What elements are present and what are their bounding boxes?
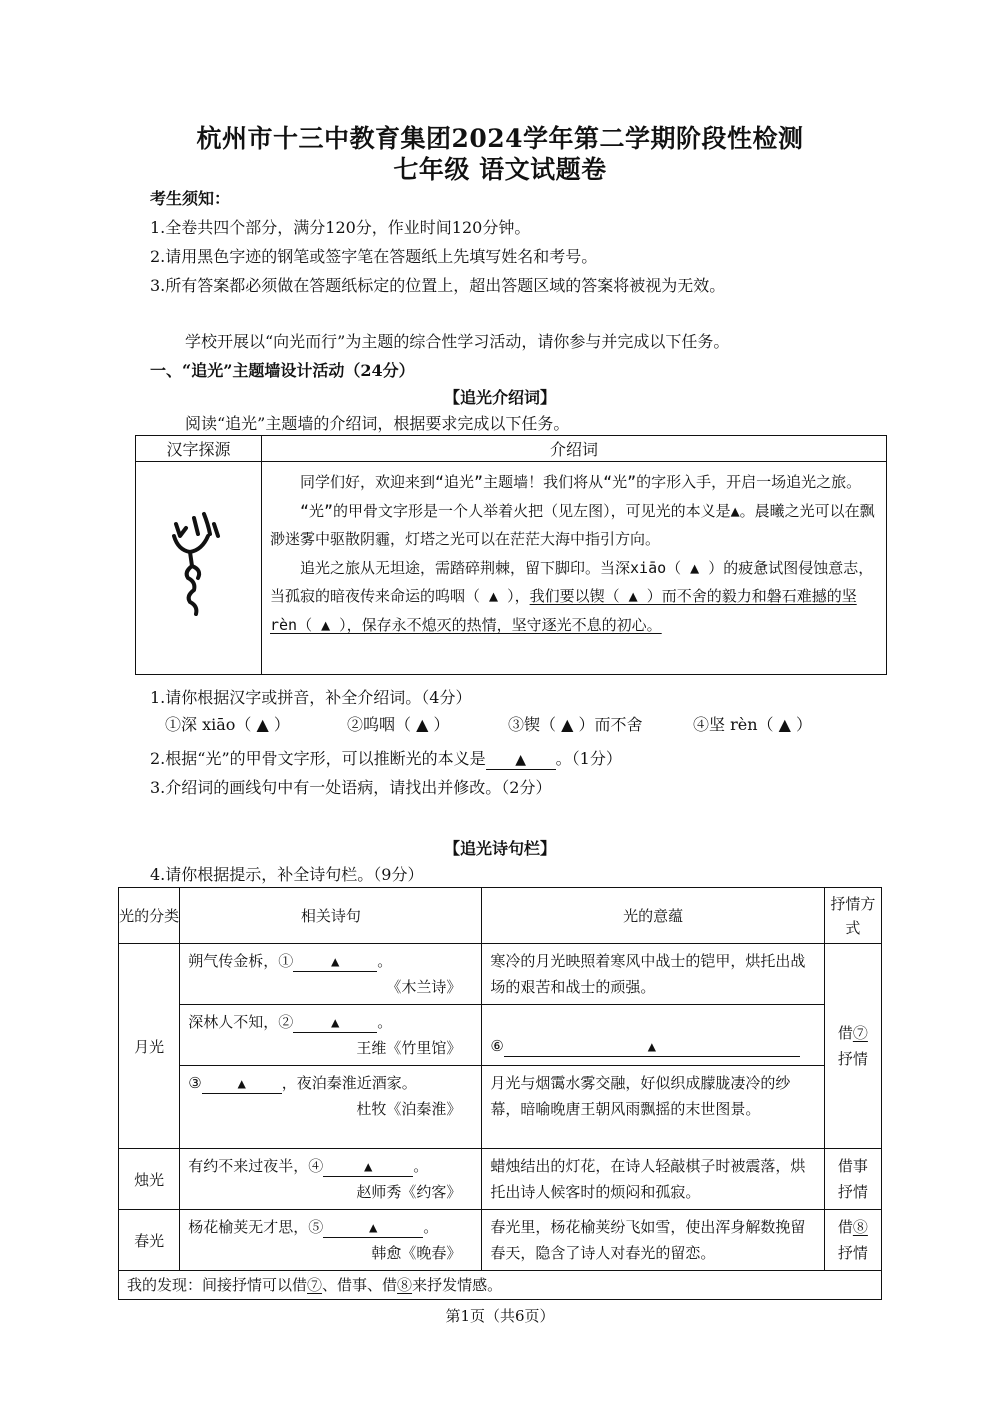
- poem-source-3: 杜牧《泊秦淮》: [356, 1100, 462, 1118]
- poem-blank-4: ▲: [323, 1158, 413, 1177]
- intro-para-3: [270, 554, 878, 640]
- q1-item-3: ③锲（ ▲ ）而不舍: [508, 715, 643, 734]
- q1-item-1: ①深 xiāo（ ▲ ）: [165, 715, 290, 734]
- q1-item-4: ④坚 rèn（ ▲ ）: [693, 715, 812, 734]
- poem-source-1: 《木兰诗》: [386, 978, 462, 996]
- q1-item-2: ②呜咽（ ▲ ）: [347, 715, 450, 734]
- poem-blank-5: ▲: [323, 1219, 423, 1238]
- activity-intro: 学校开展以“向光而行”为主题的综合性学习活动，请你参与并完成以下任务。: [185, 332, 730, 351]
- q2-suffix: 。（1分）: [555, 749, 622, 768]
- col-header-category: 光的分类: [119, 888, 180, 944]
- meaning-blank-6: ▲: [504, 1038, 800, 1057]
- category-moonlight: 月光: [119, 944, 180, 1149]
- notice-item-3: 3.所有答案都必须做在答题纸标定的位置上，超出答题区域的答案将被视为无效。: [150, 276, 726, 295]
- poem-cell-2: 深林人不知，② ▲ 。 王维《竹里馆》: [180, 1005, 482, 1066]
- q2-prefix: 2.根据“光”的甲骨文字形，可以推断光的本义是: [150, 749, 486, 768]
- intro-para-3-underlined: 我们要以锲（ ▲ ）而不舍的毅力和磐石难撼的坚rèn（ ▲ ），保存永不熄灭的热情，坚守逐光不息的初心。: [270, 587, 857, 634]
- finding-blank-8: ⑧: [397, 1276, 413, 1294]
- poem-cell-1: 朔气传金柝，① ▲ 。 《木兰诗》: [180, 944, 482, 1005]
- question-3: 3.介绍词的画线句中有一处语病，请找出并修改。（2分）: [150, 778, 552, 797]
- notice-item-2: 2.请用黑色字迹的钢笔或签字笔在答题纸上先填写姓名和考号。: [150, 247, 598, 266]
- category-springlight: 春光: [119, 1210, 180, 1271]
- method-moonlight: 借⑦ 抒情: [824, 944, 881, 1149]
- poem-blank-3: ▲: [202, 1075, 282, 1094]
- question-4: 4.请你根据提示，补全诗句栏。（9分）: [150, 865, 424, 884]
- category-candlelight: 烛光: [119, 1149, 180, 1210]
- col-header-meaning: 光的意蕴: [482, 888, 824, 944]
- poem-blank-2: ▲: [293, 1014, 377, 1033]
- meaning-cell-4: 蜡烛结出的灯花，在诗人轻敲棋子时被震落，烘托出诗人候客时的烦闷和孤寂。: [482, 1149, 824, 1210]
- intro-text-cell: [262, 462, 887, 675]
- intro-para-1: 同学们好，欢迎来到“追光”主题墙！我们将从“光”的字形入手，开启一场追光之旅。: [300, 473, 862, 491]
- method-blank-8: ⑧: [852, 1218, 868, 1236]
- q2-answer-blank: ▲: [486, 751, 556, 770]
- finding-row: 我的发现：间接抒情可以借⑦、借事、借⑧来抒发情感。: [119, 1271, 882, 1300]
- notice-heading: 考生须知：: [150, 189, 231, 208]
- method-blank-7: ⑦: [852, 1024, 868, 1042]
- intro-para-3-plain: 追光之旅从无坦途，需踏碎荆棘，留下脚印。当深xiāo（ ▲ ）的疲惫试图侵蚀意志，当孤寂的暗夜传来命运的呜咽（ ▲ ），: [270, 558, 874, 605]
- method-candlelight: 借事抒情: [824, 1149, 881, 1210]
- subsection-title-poems: 【追光诗句栏】: [443, 839, 556, 858]
- poem-cell-5: 杨花榆荚无才思，⑤ ▲ 。 韩愈《晚春》: [180, 1210, 482, 1271]
- poem-blank-1: ▲: [293, 953, 377, 972]
- exam-title-line1: 杭州市十三中教育集团2024学年第二学期阶段性检测: [196, 124, 804, 153]
- method-springlight: 借⑧ 抒情: [824, 1210, 881, 1271]
- question-2: [150, 746, 622, 770]
- finding-blank-7: ⑦: [307, 1276, 323, 1294]
- oracle-glyph-cell: [136, 462, 262, 675]
- page-footer: 第1页（共6页）: [445, 1307, 555, 1325]
- poem-cell-4: 有约不来过夜半，④ ▲ 。 赵师秀《约客》: [180, 1149, 482, 1210]
- exam-title-line2: 七年级 语文试题卷: [393, 155, 607, 184]
- meaning-cell-5: 春光里，杨花榆荚纷飞如雪，使出浑身解数挽留春天，隐含了诗人对春光的留恋。: [482, 1210, 824, 1271]
- section1-heading: 一、“追光”主题墙设计活动（24分）: [150, 361, 415, 380]
- poem-table: [118, 887, 882, 1300]
- poem-source-4: 赵师秀《约客》: [356, 1183, 462, 1201]
- subsection-instruction: 阅读“追光”主题墙的介绍词，根据要求完成以下任务。: [185, 414, 570, 433]
- col-header-poem: 相关诗句: [180, 888, 482, 944]
- meaning-cell-1: 寒冷的月光映照着寒风中战士的铠甲，烘托出战场的艰苦和战士的顽强。: [482, 944, 824, 1005]
- meaning-cell-2: ⑥ ▲: [482, 1005, 824, 1066]
- intro-table: [135, 435, 887, 675]
- col-header-method: 抒情方式: [824, 888, 881, 944]
- poem-source-5: 韩愈《晚春》: [371, 1244, 462, 1262]
- col-header-glyph: 汉字探源: [136, 436, 262, 462]
- notice-item-1: 1.全卷共四个部分，满分120分，作业时间120分钟。: [150, 218, 531, 237]
- meaning-cell-3: 月光与烟霭水雾交融，好似织成朦胧凄冷的纱幕，暗喻晚唐王朝风雨飘摇的末世图景。: [482, 1066, 824, 1149]
- subsection-title-intro: 【追光介绍词】: [443, 388, 556, 407]
- question-1: 1.请你根据汉字或拼音，补全介绍词。（4分）: [150, 688, 472, 707]
- oracle-bone-glyph-icon: [164, 506, 234, 626]
- col-header-intro: 介绍词: [262, 436, 887, 462]
- intro-para-2: “光”的甲骨文字形是一个人举着火把（见左图），可见光的本义是▲。晨曦之光可以在飘渺迷雾中驱散阴霾，灯塔之光可以在茫茫大海中指引方向。: [270, 501, 875, 548]
- poem-cell-3: ③ ▲ ，夜泊秦淮近酒家。 杜牧《泊秦淮》: [180, 1066, 482, 1149]
- poem-source-2: 王维《竹里馆》: [356, 1039, 462, 1057]
